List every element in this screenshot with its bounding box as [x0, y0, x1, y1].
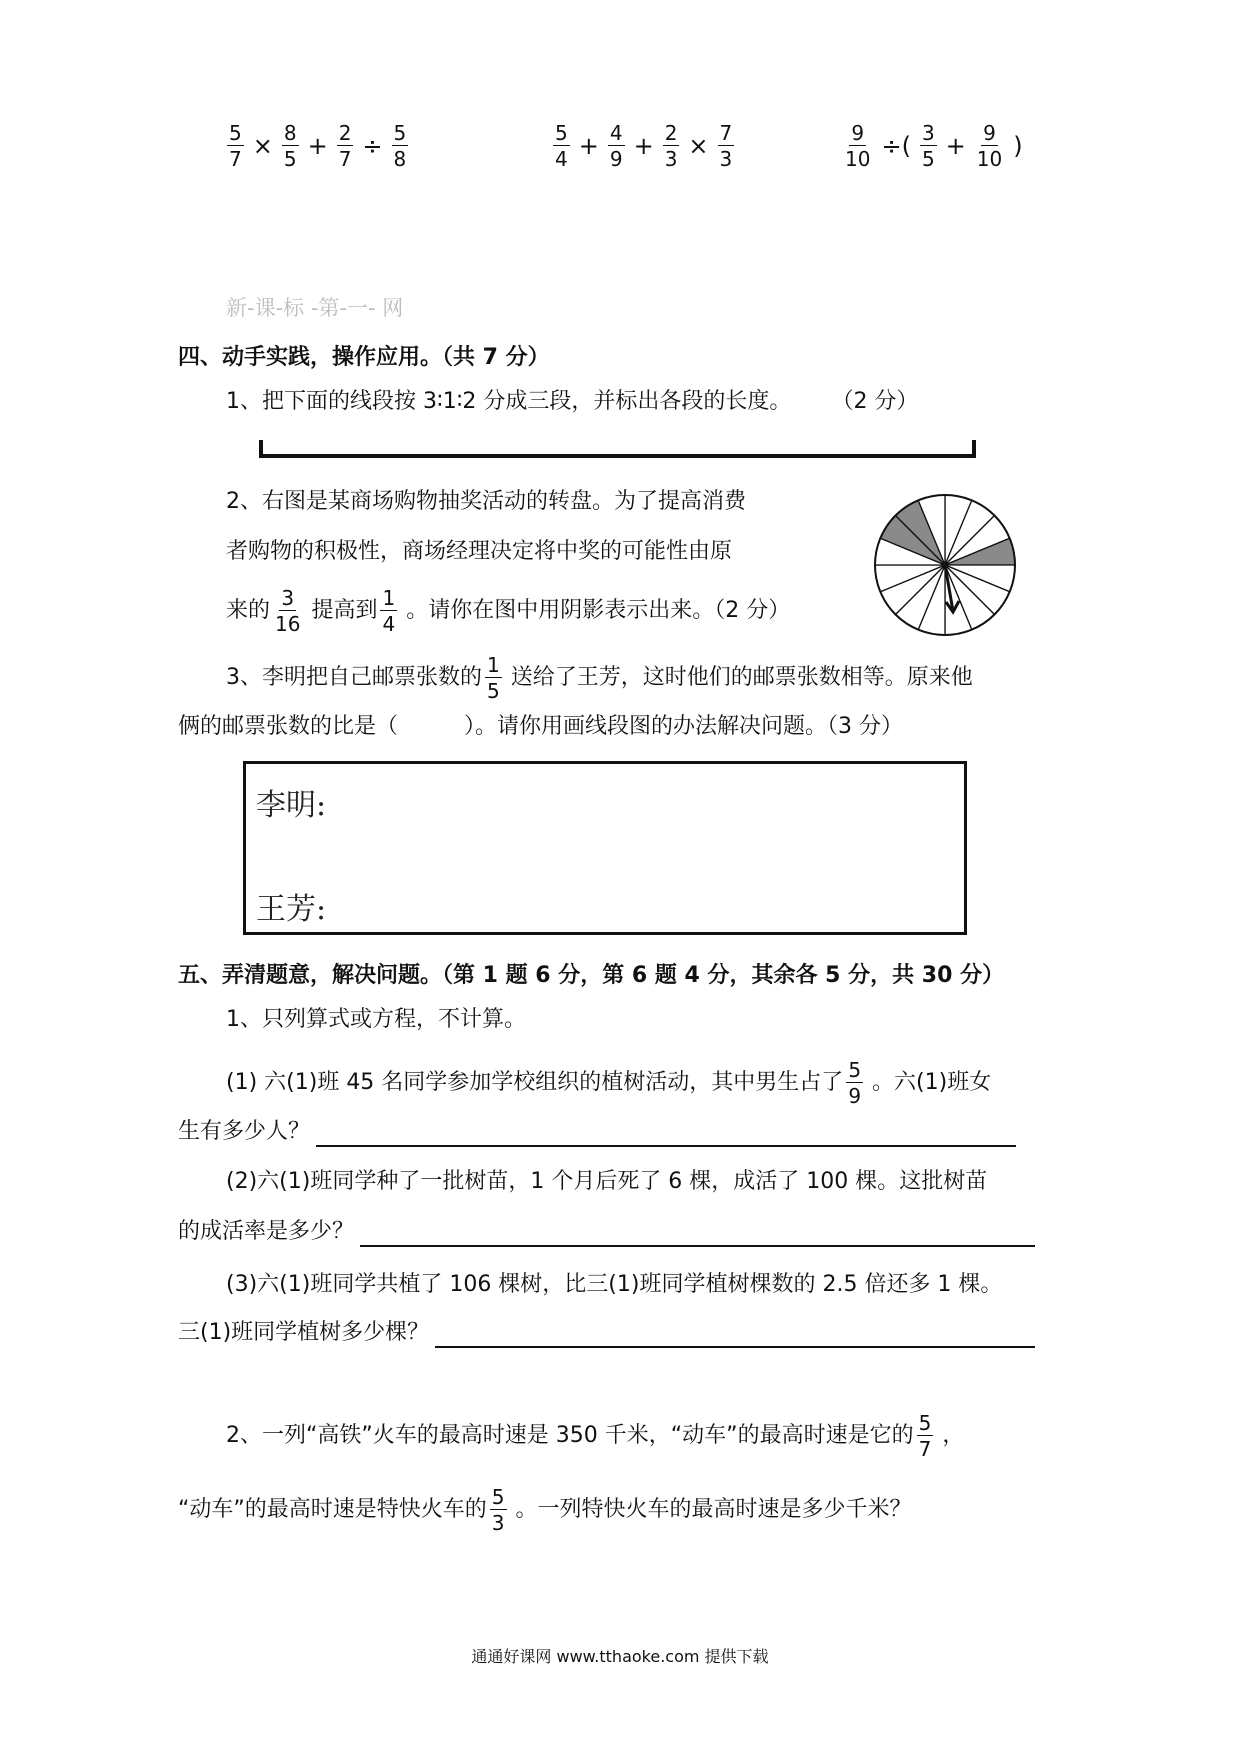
answer-line-1[interactable] [316, 1121, 1016, 1147]
s5-p1-question: 生有多少人？ [178, 1119, 311, 1144]
s4-q2-line2: 者购物的积极性，商场经理决定将中奖的可能性由原 [226, 539, 733, 564]
expr-fraction [553, 123, 570, 169]
numerator: 2 [338, 121, 352, 145]
numerator: 1 [487, 653, 500, 677]
s4-q2-pre: 来的 [226, 598, 271, 623]
denominator: 3 [719, 147, 733, 171]
expr-operator: × [688, 132, 709, 160]
expr-fraction [718, 123, 735, 169]
numerator: 3 [921, 121, 935, 145]
s4-q1-score: （2 分） [831, 389, 919, 414]
section-4-title: 四、动手实践，操作应用。（共 7 分） [178, 345, 550, 370]
denominator: 10 [976, 147, 1003, 171]
fraction-5-3 [490, 1487, 507, 1533]
numerator: 9 [983, 121, 996, 145]
s4-q3-line2: 俩的邮票张数的比是（ ）。请你用画线段图的办法解决问题。（3 分） [178, 714, 903, 739]
numerator: 9 [851, 121, 865, 145]
numerator: 5 [918, 1411, 932, 1435]
numerator: 5 [229, 121, 242, 145]
s5-p1-post: 。六(1)班女 [872, 1070, 992, 1095]
expr-fraction [975, 123, 1004, 169]
s4-q3-post: 送给了王芳，这时他们的邮票张数相等。原来他 [510, 665, 973, 690]
expr-fraction [663, 123, 680, 169]
s4-q1-question: 1、把下面的线段按 3∶1∶2 分成三段，并标出各段的长度。 [226, 389, 792, 414]
s4-q2-line1: 2、右图是某商场购物抽奖活动的转盘。为了提高消费 [226, 489, 746, 514]
expr-fraction [282, 123, 299, 169]
numerator: 1 [382, 586, 396, 610]
expr-fraction [843, 123, 872, 169]
label-wang-fang: 王芳: [256, 892, 327, 927]
s5-q1: 1、只列算式或方程，不计算。 [226, 1007, 526, 1032]
s4-q2-line3 [226, 588, 790, 634]
expr-fraction [227, 123, 244, 169]
lottery-spinner [872, 492, 1018, 638]
s5-p2-line2 [178, 1217, 1035, 1247]
section-5-title: 五、弄清题意，解决问题。（第 1 题 6 分，第 6 题 4 分，其余各 5 分，共 30 分） [178, 963, 1005, 988]
s4-q2-post: 。请你在图中用阴影表示出来。（2 分） [406, 598, 791, 623]
s5-q2-post1: ， [942, 1423, 965, 1448]
fraction-5-7 [917, 1413, 934, 1459]
fraction-1-5 [485, 655, 502, 701]
s5-p3-line1: (3)六(1)班同学共植了 106 棵树，比三(1)班同学植树棵数的 2.5 倍还多 1 棵。 [226, 1272, 1003, 1297]
denominator: 7 [229, 147, 242, 171]
s5-p1-line2 [178, 1117, 1016, 1147]
numerator: 5 [393, 121, 407, 145]
denominator: 7 [338, 147, 352, 171]
numerator: 3 [281, 586, 295, 610]
expression-2 [550, 123, 737, 169]
denominator: 9 [609, 147, 623, 171]
denominator: 9 [848, 1084, 862, 1108]
denominator: 7 [918, 1437, 932, 1461]
denominator: 5 [487, 679, 500, 703]
expr-fraction [920, 123, 937, 169]
s4-q1-text [226, 387, 918, 417]
s5-p3-line2 [178, 1318, 1035, 1348]
s4-q3-line1 [226, 655, 973, 701]
label-li-ming: 李明: [256, 788, 327, 823]
s5-p1-pre: (1) 六(1)班 45 名同学参加学校组织的植树活动，其中男生占了 [226, 1070, 844, 1095]
expr-operator: ) [1013, 132, 1023, 160]
denominator: 3 [491, 1511, 505, 1535]
numerator: 8 [283, 121, 297, 145]
numerator: 2 [664, 121, 678, 145]
expr-fraction [337, 123, 354, 169]
answer-line-2[interactable] [360, 1221, 1035, 1247]
denominator: 16 [275, 612, 301, 636]
denominator: 4 [555, 147, 568, 171]
fraction-5-9 [846, 1060, 863, 1106]
numerator: 7 [719, 121, 733, 145]
expr-operator: ÷ [362, 132, 383, 160]
footer: 通通好课网 www.tthaoke.com 提供下载 [471, 1647, 769, 1666]
expr-operator: + [945, 132, 966, 160]
denominator: 3 [664, 147, 678, 171]
numerator: 5 [491, 1485, 505, 1509]
expr-fraction [608, 123, 625, 169]
line-diagram-box [243, 761, 967, 935]
numerator: 5 [848, 1058, 862, 1082]
s5-p2-question: 的成活率是多少？ [178, 1219, 355, 1244]
s5-q2-line2 [178, 1487, 912, 1533]
s5-q2-line1 [226, 1413, 964, 1459]
segment-line [258, 438, 978, 462]
answer-line-3[interactable] [435, 1322, 1035, 1348]
s5-p1-line1 [226, 1060, 991, 1106]
denominator: 5 [921, 147, 935, 171]
fraction-1-4 [380, 588, 397, 634]
expr-fraction [392, 123, 409, 169]
s4-q2-mid: 提高到 [311, 598, 378, 623]
denominator: 4 [382, 612, 396, 636]
s5-q2-post2: 。一列特快火车的最高时速是多少千米？ [515, 1497, 912, 1522]
expr-operator: + [633, 132, 654, 160]
expr-operator: + [307, 132, 328, 160]
denominator: 10 [845, 147, 871, 171]
expr-operator: × [252, 132, 273, 160]
expression-1 [224, 123, 411, 169]
expr-operator: + [578, 132, 599, 160]
s5-p2-line1: (2)六(1)班同学种了一批树苗，1 个月后死了 6 棵，成活了 100 棵。这批树苗 [226, 1169, 988, 1194]
expression-3 [840, 123, 1029, 169]
s5-q2-pre: 2、一列“高铁”火车的最高时速是 350 千米，“动车”的最高时速是它的 [226, 1423, 914, 1448]
denominator: 5 [283, 147, 297, 171]
numerator: 4 [609, 121, 623, 145]
fraction-3-16 [273, 588, 302, 634]
denominator: 8 [393, 147, 407, 171]
expr-operator: ÷( [881, 132, 911, 160]
watermark: 新-课-标 -第-一- 网 [226, 296, 404, 320]
s4-q3-pre: 3、李明把自己邮票张数的 [226, 665, 482, 690]
s5-q2-pre2: “动车”的最高时速是特快火车的 [178, 1497, 487, 1522]
numerator: 5 [555, 121, 568, 145]
s5-p3-question: 三(1)班同学植树多少棵？ [178, 1320, 430, 1345]
